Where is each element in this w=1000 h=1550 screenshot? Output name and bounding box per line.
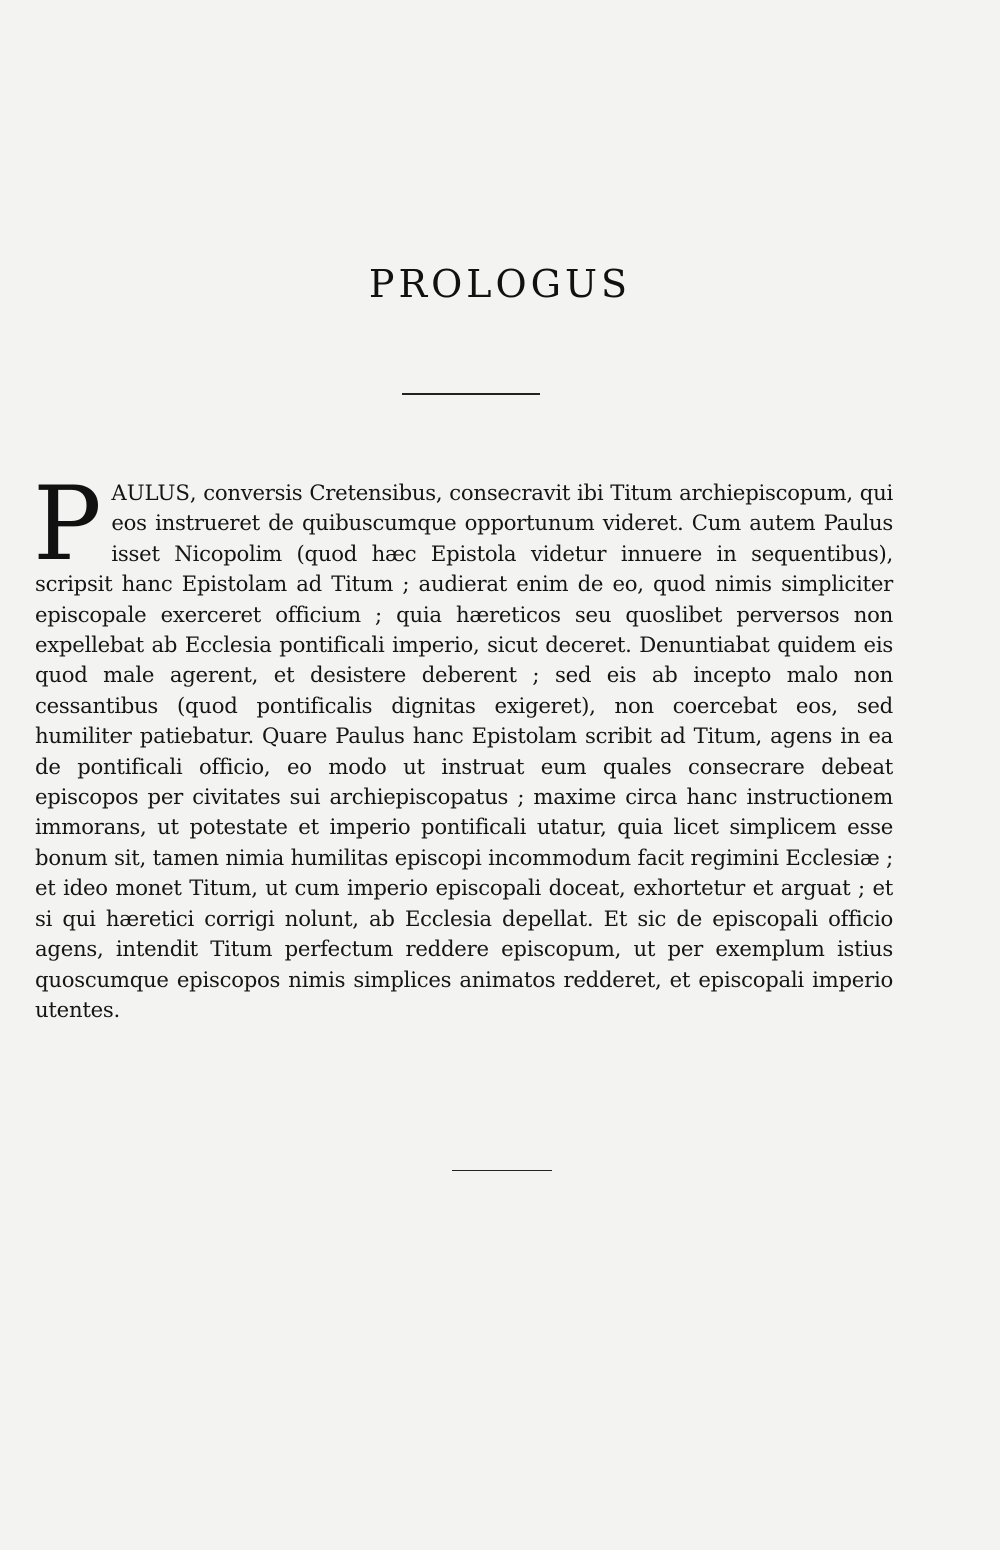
title-rule xyxy=(402,393,540,395)
lead-word: AULUS xyxy=(111,480,190,505)
prologue-paragraph xyxy=(33,465,893,1025)
end-rule xyxy=(452,1170,552,1171)
page-title: PROLOGUS xyxy=(368,262,632,306)
drop-cap: P xyxy=(33,465,102,584)
prologue-text: , conversis Cretensibus, consecravit ibi Titum archiepiscopum, qui eos instrueret de quibuscumque opportunum videret. Cum autem Paulus isset Nicopolim (quod hæc Epistola videtur innuere in sequentibus), scripsit hanc Epistolam ad Titum ; audierat enim de eo, quod nimis simpliciter episcopale exerceret officium ; quia hæreticos seu quoslibet perversos non expellebat ab Ecclesia pontificali imperio, sicut deceret. Denuntiabat quidem eis quod male agerent, et desistere deberent ; sed eis ab incepto malo non cessantibus (quod pontificalis dignitas exigeret), non coercebat eos, sed humiliter patiebatur. Quare Paulus hanc Epistolam scribit ad Titum, agens in ea de pontificali officio, eo modo ut instruat eum quales consecrare debeat episcopos per civitates sui archiepiscopatus ; maxime circa hanc instructionem immorans, ut potestate et imperio pontificali utatur, quia licet simplicem esse bonum sit, tamen nimia humilitas episcopi incommodum facit regimini Ecclesiæ ; et ideo monet Titum, ut cum imperio episcopali doceat, exhortetur et arguat ; et si qui hæretici corrigi nolunt, ab Ecclesia depellat. Et sic de episcopali officio agens, intendit Titum perfectum reddere episcopum, ut per exemplum istius quoscumque episcopos nimis simplices animatos redderet, et episcopali imperio utentes. xyxy=(35,480,893,1022)
